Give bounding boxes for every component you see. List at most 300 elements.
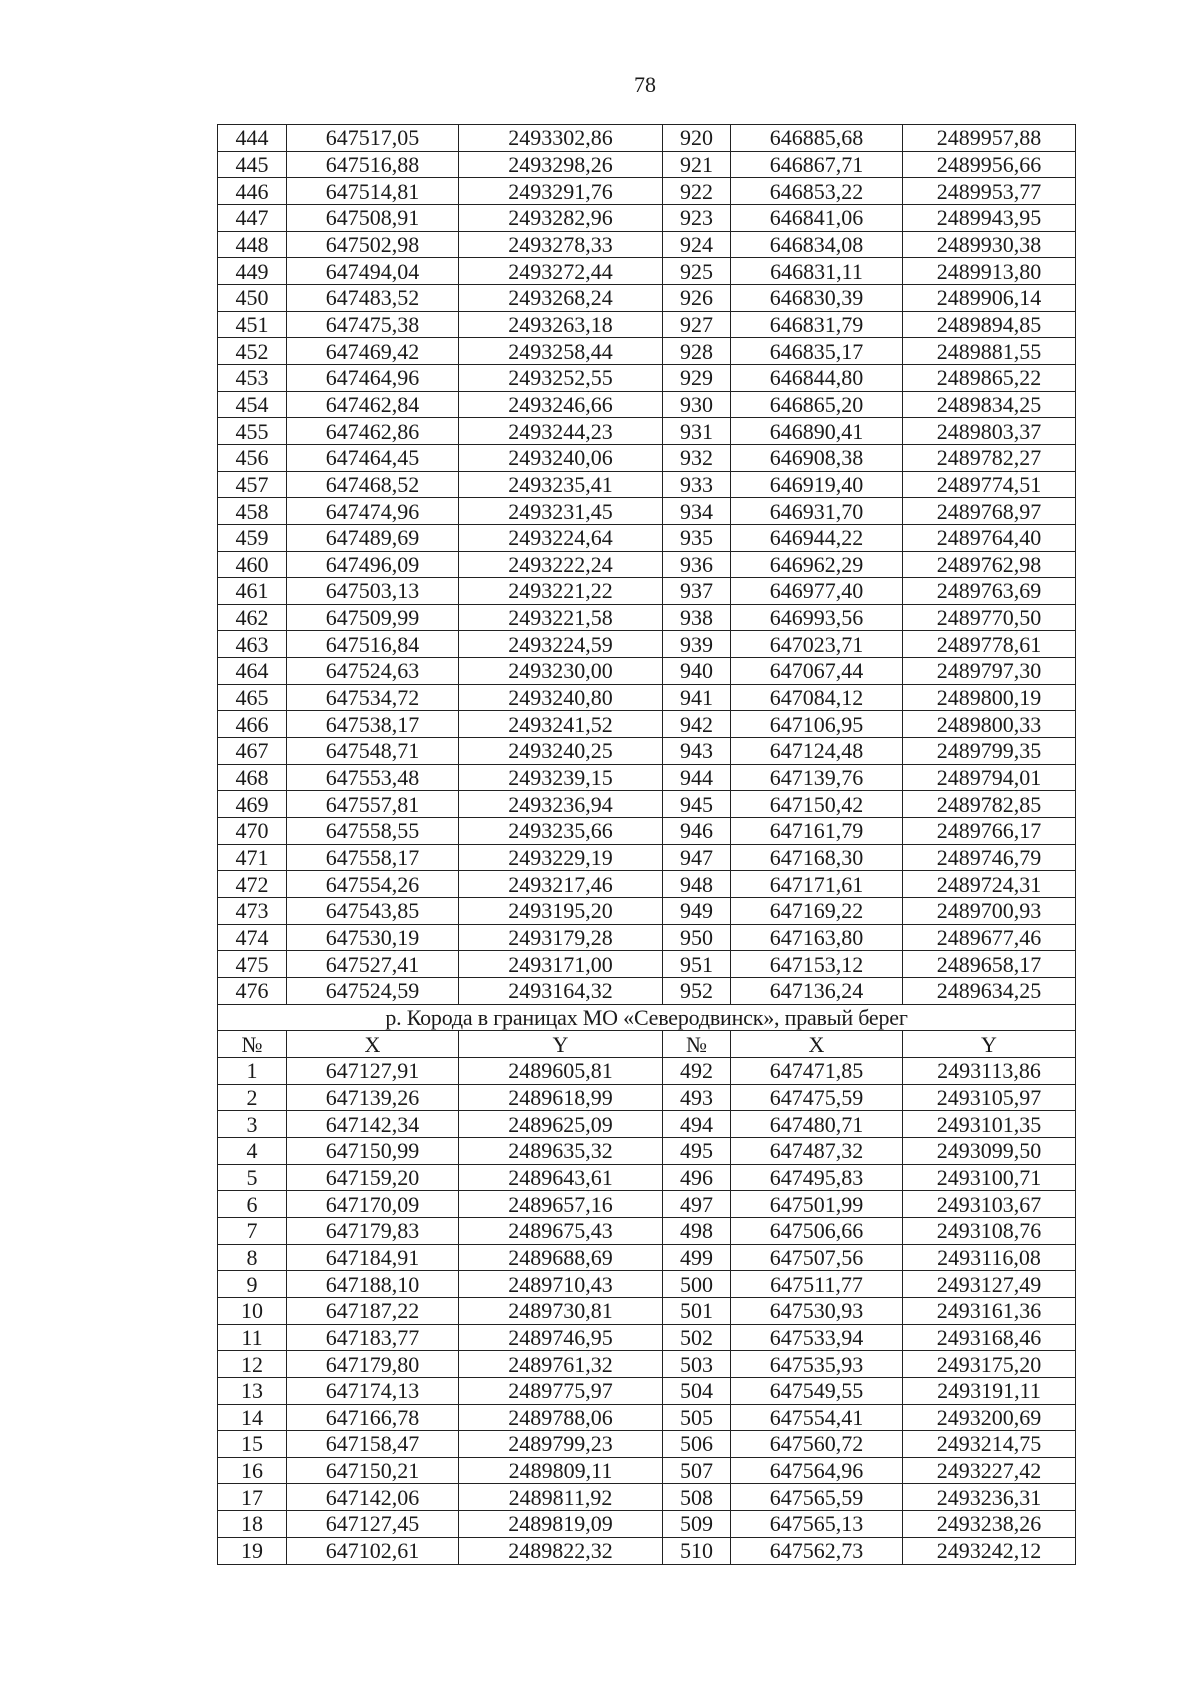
x-coordinate-cell: 647565,13 xyxy=(731,1511,903,1538)
y-coordinate-cell: 2489730,81 xyxy=(459,1297,663,1324)
point-number-cell: 468 xyxy=(218,764,287,791)
point-number-cell: 464 xyxy=(218,658,287,685)
y-coordinate-cell: 2493238,26 xyxy=(903,1511,1076,1538)
x-coordinate-cell: 647468,52 xyxy=(287,471,459,498)
y-coordinate-cell: 2493214,75 xyxy=(903,1431,1076,1458)
x-coordinate-cell: 647514,81 xyxy=(287,178,459,205)
x-coordinate-cell: 647471,85 xyxy=(731,1057,903,1084)
header-point-number-cell: № xyxy=(663,1031,731,1058)
y-coordinate-cell: 2489746,79 xyxy=(903,844,1076,871)
x-coordinate-cell: 647564,96 xyxy=(731,1457,903,1484)
y-coordinate-cell: 2489625,09 xyxy=(459,1111,663,1138)
x-coordinate-cell: 647169,22 xyxy=(731,898,903,925)
point-number-cell: 471 xyxy=(218,844,287,871)
table-row xyxy=(218,898,1076,925)
table-row xyxy=(218,871,1076,898)
x-coordinate-cell: 647179,83 xyxy=(287,1217,459,1244)
x-coordinate-cell: 647538,17 xyxy=(287,711,459,738)
point-number-cell: 444 xyxy=(218,125,287,152)
point-number-cell: 451 xyxy=(218,311,287,338)
x-coordinate-cell: 647509,99 xyxy=(287,604,459,631)
y-coordinate-cell: 2493200,69 xyxy=(903,1404,1076,1431)
x-coordinate-cell: 647474,96 xyxy=(287,498,459,525)
x-coordinate-cell: 647170,09 xyxy=(287,1191,459,1218)
y-coordinate-cell: 2489800,19 xyxy=(903,684,1076,711)
point-number-cell: 944 xyxy=(663,764,731,791)
table-row xyxy=(218,338,1076,365)
y-coordinate-cell: 2489943,95 xyxy=(903,204,1076,231)
table-row xyxy=(218,471,1076,498)
x-coordinate-cell: 647495,83 xyxy=(731,1164,903,1191)
y-coordinate-cell: 2493103,67 xyxy=(903,1191,1076,1218)
x-coordinate-cell: 646908,38 xyxy=(731,444,903,471)
x-coordinate-cell: 647469,42 xyxy=(287,338,459,365)
x-coordinate-cell: 647524,59 xyxy=(287,978,459,1005)
x-coordinate-cell: 647554,41 xyxy=(731,1404,903,1431)
point-number-cell: 492 xyxy=(663,1057,731,1084)
point-number-cell: 19 xyxy=(218,1537,287,1564)
y-coordinate-cell: 2493278,33 xyxy=(459,231,663,258)
y-coordinate-cell: 2493230,00 xyxy=(459,658,663,685)
table-row xyxy=(218,631,1076,658)
y-coordinate-cell: 2493217,46 xyxy=(459,871,663,898)
table-row xyxy=(218,1084,1076,1111)
point-number-cell: 473 xyxy=(218,898,287,925)
y-coordinate-cell: 2493239,15 xyxy=(459,764,663,791)
point-number-cell: 923 xyxy=(663,204,731,231)
x-coordinate-cell: 647136,24 xyxy=(731,978,903,1005)
table-row xyxy=(218,1271,1076,1298)
x-coordinate-cell: 647464,96 xyxy=(287,364,459,391)
point-number-cell: 933 xyxy=(663,471,731,498)
x-coordinate-cell: 647558,17 xyxy=(287,844,459,871)
point-number-cell: 945 xyxy=(663,791,731,818)
x-coordinate-cell: 647483,52 xyxy=(287,284,459,311)
y-coordinate-cell: 2493282,96 xyxy=(459,204,663,231)
y-coordinate-cell: 2493246,66 xyxy=(459,391,663,418)
y-coordinate-cell: 2493168,46 xyxy=(903,1324,1076,1351)
y-coordinate-cell: 2489605,81 xyxy=(459,1057,663,1084)
x-coordinate-cell: 647159,20 xyxy=(287,1164,459,1191)
point-number-cell: 924 xyxy=(663,231,731,258)
point-number-cell: 951 xyxy=(663,951,731,978)
x-coordinate-cell: 646830,39 xyxy=(731,284,903,311)
point-number-cell: 509 xyxy=(663,1511,731,1538)
x-coordinate-cell: 647188,10 xyxy=(287,1271,459,1298)
table-row xyxy=(218,1324,1076,1351)
x-coordinate-cell: 647554,26 xyxy=(287,871,459,898)
table-row xyxy=(218,951,1076,978)
point-number-cell: 937 xyxy=(663,578,731,605)
y-coordinate-cell: 2489834,25 xyxy=(903,391,1076,418)
y-coordinate-cell: 2493272,44 xyxy=(459,258,663,285)
point-number-cell: 935 xyxy=(663,524,731,551)
y-coordinate-cell: 2493291,76 xyxy=(459,178,663,205)
y-coordinate-cell: 2489724,31 xyxy=(903,871,1076,898)
x-coordinate-cell: 647507,56 xyxy=(731,1244,903,1271)
point-number-cell: 460 xyxy=(218,551,287,578)
x-coordinate-cell: 646993,56 xyxy=(731,604,903,631)
point-number-cell: 447 xyxy=(218,204,287,231)
y-coordinate-cell: 2489811,92 xyxy=(459,1484,663,1511)
point-number-cell: 465 xyxy=(218,684,287,711)
point-number-cell: 6 xyxy=(218,1191,287,1218)
header-point-number-cell: № xyxy=(218,1031,287,1058)
point-number-cell: 466 xyxy=(218,711,287,738)
point-number-cell: 922 xyxy=(663,178,731,205)
x-coordinate-cell: 647150,99 xyxy=(287,1137,459,1164)
y-coordinate-cell: 2493263,18 xyxy=(459,311,663,338)
x-coordinate-cell: 646831,11 xyxy=(731,258,903,285)
table-row xyxy=(218,1377,1076,1404)
x-coordinate-cell: 647187,22 xyxy=(287,1297,459,1324)
table-row xyxy=(218,924,1076,951)
x-coordinate-cell: 647511,77 xyxy=(731,1271,903,1298)
table-row xyxy=(218,738,1076,765)
point-number-cell: 472 xyxy=(218,871,287,898)
y-coordinate-cell: 2489618,99 xyxy=(459,1084,663,1111)
y-coordinate-cell: 2489688,69 xyxy=(459,1244,663,1271)
point-number-cell: 17 xyxy=(218,1484,287,1511)
x-coordinate-cell: 646931,70 xyxy=(731,498,903,525)
point-number-cell: 7 xyxy=(218,1217,287,1244)
point-number-cell: 947 xyxy=(663,844,731,871)
point-number-cell: 456 xyxy=(218,444,287,471)
x-coordinate-cell: 647517,05 xyxy=(287,125,459,152)
point-number-cell: 510 xyxy=(663,1537,731,1564)
point-number-cell: 939 xyxy=(663,631,731,658)
x-coordinate-cell: 647530,19 xyxy=(287,924,459,951)
x-coordinate-cell: 647543,85 xyxy=(287,898,459,925)
point-number-cell: 459 xyxy=(218,524,287,551)
section-caption: р. Корода в границах МО «Северодвинск», правый берег xyxy=(218,1004,1076,1031)
y-coordinate-cell: 2489799,35 xyxy=(903,738,1076,765)
y-coordinate-cell: 2489775,97 xyxy=(459,1377,663,1404)
point-number-cell: 934 xyxy=(663,498,731,525)
x-coordinate-cell: 647139,76 xyxy=(731,764,903,791)
x-coordinate-cell: 647503,13 xyxy=(287,578,459,605)
x-coordinate-cell: 647023,71 xyxy=(731,631,903,658)
table-row xyxy=(218,764,1076,791)
y-coordinate-cell: 2489794,01 xyxy=(903,764,1076,791)
table-row xyxy=(218,684,1076,711)
y-coordinate-cell: 2489677,46 xyxy=(903,924,1076,951)
point-number-cell: 930 xyxy=(663,391,731,418)
point-number-cell: 940 xyxy=(663,658,731,685)
x-coordinate-cell: 646919,40 xyxy=(731,471,903,498)
y-coordinate-cell: 2489766,17 xyxy=(903,818,1076,845)
table-row xyxy=(218,604,1076,631)
y-coordinate-cell: 2489788,06 xyxy=(459,1404,663,1431)
x-coordinate-cell: 647462,86 xyxy=(287,418,459,445)
point-number-cell: 450 xyxy=(218,284,287,311)
point-number-cell: 476 xyxy=(218,978,287,1005)
table-row xyxy=(218,151,1076,178)
y-coordinate-cell: 2493302,86 xyxy=(459,125,663,152)
y-coordinate-cell: 2493101,35 xyxy=(903,1111,1076,1138)
point-number-cell: 928 xyxy=(663,338,731,365)
point-number-cell: 18 xyxy=(218,1511,287,1538)
y-coordinate-cell: 2489822,32 xyxy=(459,1537,663,1564)
y-coordinate-cell: 2493235,41 xyxy=(459,471,663,498)
table-row xyxy=(218,204,1076,231)
y-coordinate-cell: 2493221,22 xyxy=(459,578,663,605)
y-coordinate-cell: 2489956,66 xyxy=(903,151,1076,178)
point-number-cell: 497 xyxy=(663,1191,731,1218)
x-coordinate-cell: 647496,09 xyxy=(287,551,459,578)
x-coordinate-cell: 647533,94 xyxy=(731,1324,903,1351)
y-coordinate-cell: 2489700,93 xyxy=(903,898,1076,925)
y-coordinate-cell: 2489634,25 xyxy=(903,978,1076,1005)
y-coordinate-cell: 2489881,55 xyxy=(903,338,1076,365)
point-number-cell: 500 xyxy=(663,1271,731,1298)
y-coordinate-cell: 2493244,23 xyxy=(459,418,663,445)
point-number-cell: 3 xyxy=(218,1111,287,1138)
x-coordinate-cell: 647067,44 xyxy=(731,658,903,685)
y-coordinate-cell: 2493105,97 xyxy=(903,1084,1076,1111)
y-coordinate-cell: 2493099,50 xyxy=(903,1137,1076,1164)
point-number-cell: 493 xyxy=(663,1084,731,1111)
y-coordinate-cell: 2493108,76 xyxy=(903,1217,1076,1244)
table-row xyxy=(218,1431,1076,1458)
point-number-cell: 467 xyxy=(218,738,287,765)
y-coordinate-cell: 2493116,08 xyxy=(903,1244,1076,1271)
y-coordinate-cell: 2493240,80 xyxy=(459,684,663,711)
table-row xyxy=(218,1111,1076,1138)
y-coordinate-cell: 2493231,45 xyxy=(459,498,663,525)
x-coordinate-cell: 647549,55 xyxy=(731,1377,903,1404)
y-coordinate-cell: 2489778,61 xyxy=(903,631,1076,658)
y-coordinate-cell: 2493240,25 xyxy=(459,738,663,765)
y-coordinate-cell: 2493164,32 xyxy=(459,978,663,1005)
y-coordinate-cell: 2493195,20 xyxy=(459,898,663,925)
point-number-cell: 10 xyxy=(218,1297,287,1324)
y-coordinate-cell: 2493227,42 xyxy=(903,1457,1076,1484)
point-number-cell: 463 xyxy=(218,631,287,658)
point-number-cell: 16 xyxy=(218,1457,287,1484)
table-row xyxy=(218,1297,1076,1324)
y-coordinate-cell: 2493235,66 xyxy=(459,818,663,845)
y-coordinate-cell: 2493221,58 xyxy=(459,604,663,631)
x-coordinate-cell: 647494,04 xyxy=(287,258,459,285)
x-coordinate-cell: 647171,61 xyxy=(731,871,903,898)
x-coordinate-cell: 647183,77 xyxy=(287,1324,459,1351)
y-coordinate-cell: 2493191,11 xyxy=(903,1377,1076,1404)
x-coordinate-cell: 647153,12 xyxy=(731,951,903,978)
x-coordinate-cell: 647161,79 xyxy=(731,818,903,845)
point-number-cell: 943 xyxy=(663,738,731,765)
point-number-cell: 931 xyxy=(663,418,731,445)
y-coordinate-cell: 2493222,24 xyxy=(459,551,663,578)
table-row xyxy=(218,1057,1076,1084)
x-coordinate-cell: 646867,71 xyxy=(731,151,903,178)
y-coordinate-cell: 2489657,16 xyxy=(459,1191,663,1218)
point-number-cell: 448 xyxy=(218,231,287,258)
point-number-cell: 474 xyxy=(218,924,287,951)
y-coordinate-cell: 2489782,85 xyxy=(903,791,1076,818)
y-coordinate-cell: 2489953,77 xyxy=(903,178,1076,205)
x-coordinate-cell: 647127,91 xyxy=(287,1057,459,1084)
point-number-cell: 948 xyxy=(663,871,731,898)
point-number-cell: 458 xyxy=(218,498,287,525)
y-coordinate-cell: 2489746,95 xyxy=(459,1324,663,1351)
x-coordinate-cell: 647150,42 xyxy=(731,791,903,818)
x-coordinate-cell: 646834,08 xyxy=(731,231,903,258)
table-row xyxy=(218,391,1076,418)
point-number-cell: 501 xyxy=(663,1297,731,1324)
point-number-cell: 508 xyxy=(663,1484,731,1511)
x-coordinate-cell: 647142,06 xyxy=(287,1484,459,1511)
point-number-cell: 1 xyxy=(218,1057,287,1084)
y-coordinate-cell: 2493229,19 xyxy=(459,844,663,871)
y-coordinate-cell: 2493242,12 xyxy=(903,1537,1076,1564)
table-row xyxy=(218,1404,1076,1431)
x-coordinate-cell: 647142,34 xyxy=(287,1111,459,1138)
y-coordinate-cell: 2489906,14 xyxy=(903,284,1076,311)
point-number-cell: 461 xyxy=(218,578,287,605)
x-coordinate-cell: 647487,32 xyxy=(731,1137,903,1164)
point-number-cell: 927 xyxy=(663,311,731,338)
y-coordinate-cell: 2489865,22 xyxy=(903,364,1076,391)
y-coordinate-cell: 2489774,51 xyxy=(903,471,1076,498)
page-number: 78 xyxy=(634,72,656,97)
table-row xyxy=(218,364,1076,391)
point-number-cell: 949 xyxy=(663,898,731,925)
x-coordinate-cell: 647489,69 xyxy=(287,524,459,551)
y-coordinate-cell: 2489675,43 xyxy=(459,1217,663,1244)
x-coordinate-cell: 647508,91 xyxy=(287,204,459,231)
header-x-coordinate-cell: X xyxy=(287,1031,459,1058)
y-coordinate-cell: 2489643,61 xyxy=(459,1164,663,1191)
point-number-cell: 452 xyxy=(218,338,287,365)
table-row xyxy=(218,178,1076,205)
x-coordinate-cell: 646831,79 xyxy=(731,311,903,338)
point-number-cell: 469 xyxy=(218,791,287,818)
point-number-cell: 5 xyxy=(218,1164,287,1191)
y-coordinate-cell: 2489894,85 xyxy=(903,311,1076,338)
table-row xyxy=(218,1511,1076,1538)
x-coordinate-cell: 647558,55 xyxy=(287,818,459,845)
y-coordinate-cell: 2489768,97 xyxy=(903,498,1076,525)
point-number-cell: 446 xyxy=(218,178,287,205)
x-coordinate-cell: 647158,47 xyxy=(287,1431,459,1458)
y-coordinate-cell: 2489819,09 xyxy=(459,1511,663,1538)
y-coordinate-cell: 2489797,30 xyxy=(903,658,1076,685)
point-number-cell: 507 xyxy=(663,1457,731,1484)
x-coordinate-cell: 647475,59 xyxy=(731,1084,903,1111)
point-number-cell: 920 xyxy=(663,125,731,152)
point-number-cell: 475 xyxy=(218,951,287,978)
y-coordinate-cell: 2489913,80 xyxy=(903,258,1076,285)
y-coordinate-cell: 2489762,98 xyxy=(903,551,1076,578)
x-coordinate-cell: 647501,99 xyxy=(731,1191,903,1218)
table-row xyxy=(218,1191,1076,1218)
point-number-cell: 502 xyxy=(663,1324,731,1351)
table-row xyxy=(218,791,1076,818)
x-coordinate-cell: 647524,63 xyxy=(287,658,459,685)
x-coordinate-cell: 647168,30 xyxy=(731,844,903,871)
point-number-cell: 15 xyxy=(218,1431,287,1458)
x-coordinate-cell: 647527,41 xyxy=(287,951,459,978)
table-row xyxy=(218,524,1076,551)
x-coordinate-cell: 647179,80 xyxy=(287,1351,459,1378)
y-coordinate-cell: 2493127,49 xyxy=(903,1271,1076,1298)
x-coordinate-cell: 646962,29 xyxy=(731,551,903,578)
point-number-cell: 929 xyxy=(663,364,731,391)
y-coordinate-cell: 2489803,37 xyxy=(903,418,1076,445)
y-coordinate-cell: 2493298,26 xyxy=(459,151,663,178)
table-row xyxy=(218,1537,1076,1564)
y-coordinate-cell: 2489957,88 xyxy=(903,125,1076,152)
x-coordinate-cell: 646844,80 xyxy=(731,364,903,391)
x-coordinate-cell: 647174,13 xyxy=(287,1377,459,1404)
point-number-cell: 504 xyxy=(663,1377,731,1404)
x-coordinate-cell: 647502,98 xyxy=(287,231,459,258)
x-coordinate-cell: 647557,81 xyxy=(287,791,459,818)
point-number-cell: 506 xyxy=(663,1431,731,1458)
table-row xyxy=(218,311,1076,338)
x-coordinate-cell: 646944,22 xyxy=(731,524,903,551)
table-row xyxy=(218,418,1076,445)
x-coordinate-cell: 647475,38 xyxy=(287,311,459,338)
y-coordinate-cell: 2493236,31 xyxy=(903,1484,1076,1511)
table-row xyxy=(218,444,1076,471)
point-number-cell: 952 xyxy=(663,978,731,1005)
y-coordinate-cell: 2489635,32 xyxy=(459,1137,663,1164)
table-row xyxy=(218,1351,1076,1378)
y-coordinate-cell: 2493224,59 xyxy=(459,631,663,658)
x-coordinate-cell: 646853,22 xyxy=(731,178,903,205)
point-number-cell: 925 xyxy=(663,258,731,285)
table-row xyxy=(218,844,1076,871)
y-coordinate-cell: 2493224,64 xyxy=(459,524,663,551)
point-number-cell: 496 xyxy=(663,1164,731,1191)
table-row xyxy=(218,1484,1076,1511)
y-coordinate-cell: 2493258,44 xyxy=(459,338,663,365)
table-row xyxy=(218,231,1076,258)
coordinates-table-body xyxy=(218,125,1076,1565)
table-row xyxy=(218,258,1076,285)
y-coordinate-cell: 2489799,23 xyxy=(459,1431,663,1458)
header-x-coordinate-cell: X xyxy=(731,1031,903,1058)
table-row xyxy=(218,125,1076,152)
point-number-cell: 926 xyxy=(663,284,731,311)
x-coordinate-cell: 647106,95 xyxy=(731,711,903,738)
x-coordinate-cell: 647530,93 xyxy=(731,1297,903,1324)
y-coordinate-cell: 2493240,06 xyxy=(459,444,663,471)
table-row xyxy=(218,818,1076,845)
point-number-cell: 9 xyxy=(218,1271,287,1298)
point-number-cell: 942 xyxy=(663,711,731,738)
point-number-cell: 12 xyxy=(218,1351,287,1378)
y-coordinate-cell: 2493175,20 xyxy=(903,1351,1076,1378)
table-row xyxy=(218,578,1076,605)
x-coordinate-cell: 647506,66 xyxy=(731,1217,903,1244)
x-coordinate-cell: 647139,26 xyxy=(287,1084,459,1111)
x-coordinate-cell: 647548,71 xyxy=(287,738,459,765)
point-number-cell: 11 xyxy=(218,1324,287,1351)
y-coordinate-cell: 2489809,11 xyxy=(459,1457,663,1484)
header-row xyxy=(218,1031,1076,1058)
y-coordinate-cell: 2493236,94 xyxy=(459,791,663,818)
point-number-cell: 455 xyxy=(218,418,287,445)
y-coordinate-cell: 2489782,27 xyxy=(903,444,1076,471)
y-coordinate-cell: 2493100,71 xyxy=(903,1164,1076,1191)
point-number-cell: 921 xyxy=(663,151,731,178)
point-number-cell: 503 xyxy=(663,1351,731,1378)
point-number-cell: 950 xyxy=(663,924,731,951)
point-number-cell: 494 xyxy=(663,1111,731,1138)
